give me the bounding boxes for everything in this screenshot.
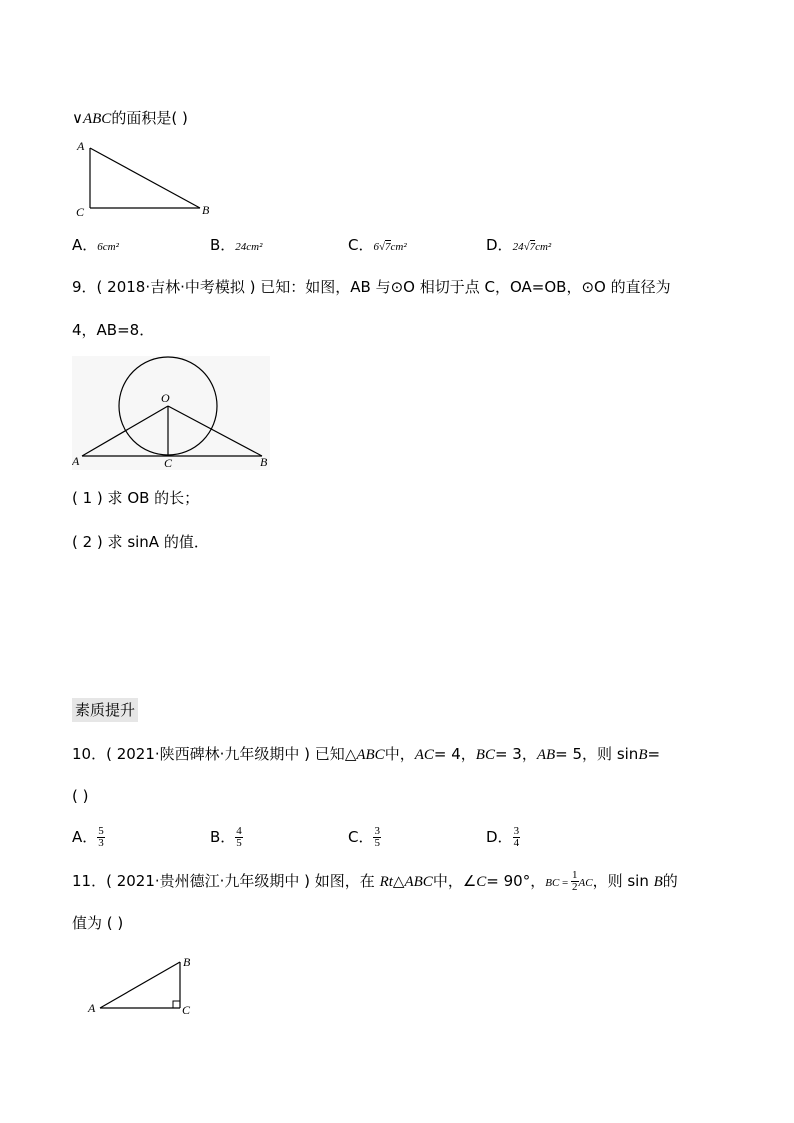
q9-line2: 4，AB=8． bbox=[72, 321, 155, 339]
q9-sub1: ( 1 ) 求 OB 的长； bbox=[72, 489, 200, 507]
q9-line1: 9．( 2018·吉林·中考模拟 ) 已知：如图，AB 与⊙O 相切于点 C，OA=OB，⊙O 的直径为 bbox=[72, 278, 671, 296]
q8-option-d[interactable]: D．24√7cm² bbox=[486, 236, 552, 254]
sqrt-icon: √ bbox=[523, 241, 530, 253]
q10-option-c[interactable]: C． $\frac{3}{5}$ bbox=[348, 825, 380, 849]
q10-blank: ( ) bbox=[72, 787, 89, 805]
fraction: $\frac{4}{5}$ bbox=[236, 825, 242, 849]
q8-label-c: C bbox=[76, 205, 85, 219]
q10-option-d[interactable]: D． $\frac{3}{4}$ bbox=[486, 825, 520, 849]
section-title: 素质提升 bbox=[72, 698, 138, 722]
q8-label-a: A bbox=[77, 139, 85, 153]
fraction: $\frac{3}{5}$ bbox=[374, 825, 380, 849]
q11-line2: 值为 ( ) bbox=[72, 914, 124, 932]
q8-figure bbox=[72, 136, 222, 220]
q11-stem: 11．( 2021·贵州德江·九年级期中 ) 如图，在 Rt△ABC中，∠C= 90°，BC = $\frac{1}{2}$ AC，则 sin B的 bbox=[72, 869, 678, 893]
q10-option-b[interactable]: B． $\frac{4}{5}$ bbox=[210, 825, 242, 849]
q9-label-c: C bbox=[164, 456, 173, 470]
q8-triangle-name: ABC bbox=[82, 111, 112, 127]
q8-option-b[interactable]: B．24cm² bbox=[210, 236, 263, 254]
q8-label-b: B bbox=[202, 203, 210, 217]
q11-label-b: B bbox=[183, 955, 191, 969]
q9-sub2: ( 2 ) 求 sinA 的值． bbox=[72, 533, 209, 551]
q9-label-a: A bbox=[72, 454, 80, 468]
q9-label-o: O bbox=[161, 391, 170, 405]
q8-stem: ∨ABC的面积是( ) bbox=[72, 109, 188, 127]
sqrt-icon: √ bbox=[378, 241, 386, 253]
q11-label-c: C bbox=[182, 1003, 191, 1017]
fraction: $\frac{1}{2}$ bbox=[572, 869, 578, 893]
fraction: $\frac{3}{4}$ bbox=[513, 825, 520, 849]
q11-label-a: A bbox=[88, 1001, 96, 1015]
q11-figure bbox=[86, 954, 198, 1018]
q10-stem: 10．( 2021·陕西碑林·九年级期中 ) 已知△ABC中，AC= 4，BC= 3，AB= 5，则 sinB= bbox=[72, 745, 661, 763]
q9-label-b: B bbox=[260, 455, 268, 469]
q9-figure bbox=[72, 356, 272, 472]
fraction: $\frac{5}{3}$ bbox=[98, 825, 104, 849]
q8-option-c[interactable]: C．6√7cm² bbox=[348, 236, 407, 254]
q10-option-a[interactable]: A． $\frac{5}{3}$ bbox=[72, 825, 104, 849]
q8-option-a[interactable]: A．6cm² bbox=[72, 236, 119, 254]
